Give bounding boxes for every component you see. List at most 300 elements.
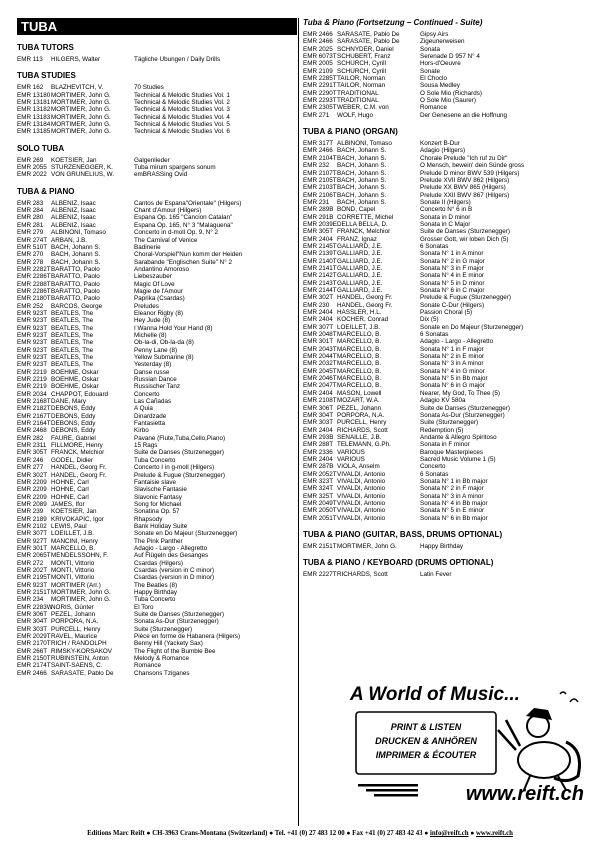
composer: RICHARDS, Scott <box>337 571 388 579</box>
work-title: Sonate <box>420 67 440 75</box>
composer: PEZEL, Johann <box>51 611 96 619</box>
composer: CHAPPOT, Edouard <box>51 390 109 398</box>
composer: VIVALDI, Antonio <box>337 514 386 522</box>
catalog-number: EMR 306T <box>303 404 334 412</box>
catalog-row <box>303 434 585 441</box>
catalog-row <box>17 538 297 545</box>
work-title: Song for Michael <box>134 500 182 508</box>
work-title: Dix (5) <box>420 316 439 324</box>
work-title: Prelude D minor BWV 539 (Hilgers) <box>420 169 520 177</box>
catalog-number: EMR 305T <box>17 449 48 457</box>
composer: VIVALDI, Antonio <box>337 499 386 507</box>
work-title: Yellow Submarine (8) <box>134 354 194 361</box>
catalog-row <box>17 567 297 574</box>
catalog-number: EMR 2404 <box>303 389 333 397</box>
composer: SCHUBERT, Franz <box>337 53 391 61</box>
work-title: O Sole Mio (Richards) <box>420 89 482 97</box>
catalog-number: EMR 923T <box>17 331 48 339</box>
catalog-number: EMR 2291T <box>303 82 337 90</box>
catalog-row <box>17 339 297 346</box>
catalog-number: EMR 231 <box>303 198 330 206</box>
work-title: Sonata in C Major <box>420 220 471 228</box>
catalog-row <box>17 281 297 288</box>
work-title: Sonata N° 4 in Bb major <box>420 499 488 507</box>
catalog-number: EMR 2103T <box>303 184 337 192</box>
composer: LEWIS, Paul <box>51 522 87 530</box>
catalog-row <box>17 486 297 493</box>
composer: VIOLA, Anselm <box>337 463 380 471</box>
catalog-row <box>303 228 585 235</box>
catalog-number: EMR 2227T <box>303 571 337 579</box>
composer: FRANZ, Ignaz <box>337 235 377 243</box>
catalog-row <box>17 618 297 625</box>
composer: BEATLES, The <box>51 317 94 325</box>
work-title: Serenade D 957 N° 4 <box>420 53 480 61</box>
catalog-number: EMR 2404 <box>303 455 333 463</box>
catalog-row <box>303 405 585 412</box>
catalog-row <box>303 46 585 53</box>
catalog-number: EMR 2150T <box>17 655 51 663</box>
catalog-row <box>17 655 297 662</box>
composer: BACH, Johann S. <box>337 191 387 199</box>
catalog-row <box>17 611 297 618</box>
composer: MORTIMER, John G. <box>51 99 111 107</box>
composer: MASON, Lowell <box>337 389 382 397</box>
catalog-number: EMR 510T <box>17 243 48 251</box>
catalog-row <box>303 500 585 507</box>
composer: ALBENIZ, Isaac <box>51 207 96 215</box>
catalog-number: EMR 303T <box>17 625 48 633</box>
catalog-row <box>17 662 297 669</box>
catalog-row <box>303 294 585 301</box>
catalog-number: EMR 2404 <box>303 426 333 434</box>
composer: RUBINSTEIN, Anton <box>51 655 109 663</box>
work-title: Suite (Sturzenegger) <box>134 625 193 633</box>
work-title: emBRASSing Ovid <box>134 171 188 179</box>
catalog-number: EMR 2048T <box>303 331 337 339</box>
work-title: Prelude XX BWV 865 (Hilgers) <box>420 184 506 192</box>
catalog-number: EMR 246 <box>17 456 44 464</box>
catalog-number: EMR 2025 <box>303 45 333 53</box>
composer: NORIS, Günter <box>51 603 94 611</box>
catalog-number: EMR 303T <box>303 419 334 427</box>
catalog-number: EMR 2219 <box>17 383 47 391</box>
catalog-number: EMR 278 <box>17 258 44 266</box>
catalog-row <box>17 523 297 530</box>
catalog-row <box>303 368 585 375</box>
catalog-row <box>303 177 585 184</box>
catalog-row <box>17 508 297 515</box>
composer: PORPORA, N.A. <box>337 411 385 419</box>
section-heading: TUBA & PIANO <box>17 186 75 196</box>
work-title: Der Genesene an die Hoffnung <box>420 111 508 119</box>
catalog-row <box>17 464 297 471</box>
composer: MORTIMER, John G. <box>51 91 111 99</box>
work-title: Chorale Prelude "Ich ruf zu Dir" <box>420 154 508 162</box>
composer: BACH, Johann S. <box>337 147 387 155</box>
composer: GALLIARD, J.E. <box>337 264 383 272</box>
catalog-number: EMR 2209 <box>17 478 47 486</box>
composer: DEBONS, Eddy <box>51 412 96 420</box>
footer <box>0 830 600 837</box>
catalog-row <box>17 472 297 479</box>
work-title: Pièce en forme de Habanera (Hilgers) <box>134 633 241 641</box>
work-title: Espana Op. 165 "Cancion Catalan" <box>134 214 233 222</box>
composer: WOLF, Hugo <box>337 111 374 119</box>
work-title: Technical & Melodic Studies Vol. 2 <box>134 99 230 107</box>
composer: HÖHNE, Carl <box>51 486 89 494</box>
catalog-row <box>303 53 585 60</box>
composer: GALLIARD, J.E. <box>337 257 383 265</box>
composer: BARATTO, Paolo <box>51 265 100 273</box>
composer: BEATLES, The <box>51 309 94 317</box>
catalog-number: EMR 162 <box>17 84 44 92</box>
composer: GALLIARD, J.E. <box>337 279 383 287</box>
composer: JAMES, Ifor <box>51 500 85 508</box>
catalog-number: EMR 2142T <box>303 272 337 280</box>
catalog-number: EMR 293B <box>303 433 334 441</box>
work-title: Sonate en Do Majeur (Sturzenegger) <box>134 530 238 538</box>
composer: BACH, Johann S. <box>51 258 101 266</box>
catalog-row <box>17 237 297 244</box>
catalog-number: EMR 317T <box>303 140 334 148</box>
catalog-number: EMR 2466 <box>303 31 333 38</box>
catalog-number: EMR 2189 <box>17 515 47 523</box>
work-title: Sousa Medley <box>420 82 460 90</box>
catalog-row <box>17 121 297 128</box>
catalog-row <box>17 347 297 354</box>
work-title: 6 Sonatas <box>420 470 449 478</box>
catalog-number: EMR 280 <box>17 214 44 222</box>
composer: SAINT-SAENS, C. <box>51 662 103 670</box>
catalog-number: EMR 272 <box>17 559 44 567</box>
work-title: Cantos de Espana"Orientale" (Hilgers) <box>134 199 242 207</box>
catalog-number: EMR 2336 <box>303 448 333 456</box>
composer: BOEHME, Oskar <box>51 376 99 384</box>
work-title: Chant d'Amour (Hilgers) <box>134 207 202 215</box>
work-title: Suite de Danses (Sturzenegger) <box>420 404 510 412</box>
work-title: Romance <box>134 662 161 670</box>
work-title: Sonata N° 6 in C major <box>420 287 485 294</box>
catalog-number: EMR 927T <box>17 537 48 545</box>
work-title: Happy Birthday <box>420 543 464 550</box>
catalog-row <box>303 390 585 397</box>
catalog-number: EMR 323T <box>303 477 334 485</box>
work-title: Technical & Melodic Studies Vol. 4 <box>134 113 230 121</box>
catalog-row <box>17 479 297 486</box>
catalog-number: EMR 269 <box>17 156 44 164</box>
right-column <box>303 18 585 579</box>
composer: KOETSIER, Jan <box>51 508 97 516</box>
catalog-number: EMR 2106T <box>303 191 337 199</box>
work-title: Suite (Sturzenegger) <box>420 419 479 427</box>
catalog-number: EMR 113 <box>17 56 43 63</box>
work-title: Sonata N° 1 in A minor <box>420 250 484 258</box>
reift-logo <box>348 680 588 808</box>
catalog-number: EMR 2051T <box>303 514 337 522</box>
composer: MORTIMER (Arr.) <box>51 581 101 589</box>
composer: MONTI, Vittorio <box>51 566 95 574</box>
catalog-number: EMR 284 <box>17 207 44 215</box>
composer: HÖHNE, Carl <box>51 493 89 501</box>
catalog-number: EMR 2005 <box>303 60 333 68</box>
catalog-row <box>303 31 585 38</box>
work-title: Prelude XXII BWV 867 (Hilgers) <box>420 191 510 199</box>
catalog-number: EMR 2104T <box>303 154 337 162</box>
catalog-row <box>17 214 297 221</box>
catalog-number: EMR 2044T <box>303 353 337 361</box>
catalog-row <box>17 582 297 589</box>
section-heading: TUBA STUDIES <box>17 71 76 81</box>
catalog-row <box>17 516 297 523</box>
catalog-number: EMR 13180 <box>17 91 51 99</box>
section-heading: TUBA & PIANO / KEYBOARD (DRUMS OPTIONAL) <box>303 558 494 568</box>
work-title: 6 Sonatas <box>420 242 449 250</box>
catalog-number: EMR 325T <box>303 492 334 500</box>
composer: TELEMANN, G.Ph. <box>337 441 391 449</box>
composer: MARCELLO, B. <box>51 544 96 552</box>
catalog-number: EMR 2286T <box>17 273 51 281</box>
work-title: Eleanor Rigby (8) <box>134 309 183 317</box>
catalog-number: EMR 2209 <box>17 486 47 494</box>
catalog-number: EMR 304T <box>303 411 334 419</box>
catalog-row <box>303 507 585 514</box>
work-title: 70 Studies <box>134 84 164 92</box>
composer: FRANCK, Melchior <box>337 228 391 236</box>
catalog-row <box>303 302 585 309</box>
work-title: 15 Rags <box>134 442 158 450</box>
composer: BACH, Johann S. <box>337 198 387 206</box>
composer: DEBONS, Eddy <box>51 420 96 428</box>
composer: PEZEL, Johann <box>337 404 382 412</box>
catalog-number: EMR 2151T <box>303 543 337 550</box>
catalog-row <box>303 265 585 272</box>
work-title: Latin Fever <box>420 571 452 579</box>
catalog-row <box>303 412 585 419</box>
composer: MARCELLO, B. <box>337 375 382 383</box>
catalog-row <box>17 273 297 280</box>
catalog-row <box>17 545 297 552</box>
catalog-number: EMR 282 <box>17 434 44 442</box>
work-title: Liebeszauber <box>134 273 172 281</box>
composer: HÄNDEL, Georg Fr. <box>337 294 393 302</box>
composer: MARCELLO, B. <box>337 382 382 390</box>
catalog-number: EMR 2089 <box>17 500 47 508</box>
catalog-row <box>17 164 297 171</box>
composer: VARIOUS <box>337 455 365 463</box>
catalog-row <box>303 82 585 89</box>
catalog-number: EMR 2050T <box>303 507 337 515</box>
composer: BEATLES, The <box>51 361 94 369</box>
work-title: Tuba Concerto <box>134 456 176 464</box>
work-title: Adagio KV 580a <box>420 397 466 405</box>
work-title: Espana Op. 165, N° 3 "Malaguena" <box>134 221 233 229</box>
catalog-row <box>17 376 297 383</box>
work-title: Auf Flügeln des Gesanges <box>134 552 209 560</box>
composer: SARASATE, Pablo De <box>337 31 400 38</box>
composer: BARCOS, George <box>51 302 103 310</box>
catalog-number: EMR 2195T <box>17 574 51 582</box>
catalog-number: EMR 305T <box>303 228 334 236</box>
composer: MANCINI, Henry <box>51 537 98 545</box>
catalog-number: EMR 2290T <box>303 89 337 97</box>
composer: GALLIARD, J.E. <box>337 242 383 250</box>
composer: HÄNDEL, Georg Fr. <box>51 471 107 479</box>
composer: ALBINONI, Tomaso <box>337 140 392 148</box>
catalog-row <box>17 259 297 266</box>
catalog-number: EMR 324T <box>303 485 334 493</box>
composer: MORTIMER, John G. <box>51 128 111 136</box>
work-title: Las Cañadas <box>134 398 172 406</box>
catalog-row <box>17 383 297 390</box>
composer: BEATLES, The <box>51 324 94 332</box>
work-title: Technical & Melodic Studies Vol. 6 <box>134 128 230 136</box>
work-title: Suite de Danses (Sturzenegger) <box>134 449 224 457</box>
composer: RAVEL, Maurice <box>51 633 98 641</box>
work-title: Sonata in D minor <box>420 213 471 221</box>
catalog-number: EMR 2105T <box>303 176 337 184</box>
work-title: Fantaisie slave <box>134 478 176 486</box>
catalog-number: EMR 2039E <box>303 220 337 228</box>
catalog-number: EMR 2305T <box>303 104 337 112</box>
catalog-number: EMR 230 <box>303 301 330 309</box>
catalog-number: EMR 302T <box>303 294 334 302</box>
work-title: Zigeunerweisen <box>420 38 465 46</box>
work-title: Sarabande "Englischen Suite" N° 2 <box>134 258 233 266</box>
catalog-row <box>17 361 297 368</box>
composer: BEATLES, The <box>51 354 94 361</box>
catalog-number: EMR 2140T <box>303 257 337 265</box>
catalog-number: EMR 2174T <box>17 662 51 670</box>
catalog-row <box>17 604 297 611</box>
catalog-row <box>303 331 585 338</box>
work-title: Ob-la-di, Ob-la-da (8) <box>134 339 194 347</box>
catalog-number: EMR 239 <box>17 508 44 516</box>
column-divider <box>298 18 299 826</box>
catalog-number: EMR 283 <box>17 199 44 207</box>
work-title: Russischer Tanz <box>134 383 181 391</box>
catalog-row <box>303 419 585 426</box>
composer: MARCELLO, B. <box>337 353 382 361</box>
catalog-row <box>303 441 585 448</box>
catalog-row <box>17 200 297 207</box>
catalog-row <box>17 449 297 456</box>
catalog-number: EMR 2055 <box>17 164 47 172</box>
composer: DANE, Mary <box>51 398 86 406</box>
work-title: Sonata N° 1 in F major <box>420 345 484 353</box>
catalog-row <box>303 97 585 104</box>
catalog-number: EMR 2404 <box>303 316 333 324</box>
work-title: Baroque Masterpieces <box>420 448 484 456</box>
catalog-number: EMR 271 <box>303 111 330 119</box>
composer: PURCELL, Henry <box>337 419 387 427</box>
catalog-row <box>303 221 585 228</box>
composer: VIVALDI, Antonio <box>337 485 386 493</box>
composer: MARCELLO, B. <box>337 338 382 346</box>
footer-web-link[interactable]: www.reift.ch <box>476 830 513 837</box>
catalog-row <box>17 391 297 398</box>
work-title: Concerto <box>420 463 446 471</box>
left-column <box>17 18 297 677</box>
catalog-number: EMR 291B <box>303 213 334 221</box>
catalog-number: EMR 923T <box>17 339 48 347</box>
composer: BARATTO, Paolo <box>51 280 100 288</box>
composer: KOETSIER, Jan <box>51 156 97 164</box>
catalog-row <box>17 405 297 412</box>
work-title: Slavonic Fantasy <box>134 493 182 501</box>
catalog-number: EMR 2143T <box>303 279 337 287</box>
composer: TAILOR, Norman <box>337 82 386 90</box>
catalog-row <box>303 272 585 279</box>
work-title: Prelude & Fugue (Sturzenegger) <box>134 471 226 479</box>
composer: SARASATE, Pablo De <box>337 38 400 46</box>
catalog-row <box>17 530 297 537</box>
catalog-number: EMR 2209 <box>17 493 47 501</box>
composer: BARATTO, Paolo <box>51 295 100 303</box>
catalog-row <box>17 574 297 581</box>
work-title: Dinardzade <box>134 412 167 420</box>
catalog-row <box>303 571 585 578</box>
work-title: Tägliche Übungen / Daily Drills <box>134 56 221 63</box>
section-heading: SOLO TUBA <box>17 143 65 153</box>
catalog-number: EMR 288T <box>303 441 334 449</box>
composer: ARBAN, J.B. <box>51 236 88 244</box>
work-title: Sonata N° 6 in Bb major <box>420 514 488 522</box>
work-title: Benny Hill (Yackety Sax) <box>134 640 203 648</box>
work-title: Sonata As-Dur (Sturzenegger) <box>420 411 505 419</box>
section-heading: Tuba & Piano (Fortsetzung – Continued - Suite) <box>303 18 483 27</box>
work-title: Kirbo <box>134 427 149 435</box>
composer: GALLIARD, J.E. <box>337 287 383 294</box>
composer: GALLIARD, J.E. <box>337 250 383 258</box>
catalog-row <box>17 442 297 449</box>
composer: BACH, Johann S. <box>51 243 101 251</box>
composer: MORTIMER, John G. <box>51 589 111 596</box>
work-title: Michelle (8) <box>134 331 167 339</box>
composer: RICH / RANDOLPH <box>51 640 107 648</box>
composer: KOCHER, Conrad <box>337 316 389 324</box>
catalog-row <box>303 192 585 199</box>
work-title: Sonata N° 3 in A minor <box>420 360 484 368</box>
work-title: Sonata N° 4 in G minor <box>420 367 485 375</box>
catalog-row <box>17 84 297 91</box>
composer: HÖHNE, Carl <box>51 478 89 486</box>
catalog-row <box>17 398 297 405</box>
catalog-row <box>17 56 297 63</box>
catalog-number: EMR 13184 <box>17 121 51 129</box>
composer: MORTIMER, John G. <box>51 106 111 114</box>
footer-email-link[interactable]: info@reift.ch <box>430 830 469 837</box>
catalog-row <box>17 229 297 236</box>
logo-headline: A World of Music... <box>350 684 520 705</box>
catalog-row <box>303 463 585 470</box>
work-title: Grosser Gott, wir loben Dich (5) <box>420 235 509 243</box>
work-title: Sonate II (Hilgers) <box>420 198 471 206</box>
catalog-number: EMR 279 <box>17 229 44 237</box>
composer: BOEHME, Oskar <box>51 368 99 376</box>
catalog-number: EMR 270 <box>17 251 44 259</box>
work-title: Tuba Concerto <box>134 596 176 604</box>
composer: BEATLES, The <box>51 346 94 354</box>
work-title: Csardas (version in C minor) <box>134 566 215 574</box>
composer: TRADITIONAL <box>337 97 379 105</box>
work-title: Sonata N° 2 in F major <box>420 485 484 493</box>
work-title: Prelude XVII BWV 862 (Hilgers) <box>420 176 510 184</box>
catalog-number: EMR 289B <box>303 206 334 214</box>
catalog-row <box>17 310 297 317</box>
work-title: El Toro <box>134 603 154 611</box>
catalog-number: EMR 2144T <box>303 287 337 294</box>
